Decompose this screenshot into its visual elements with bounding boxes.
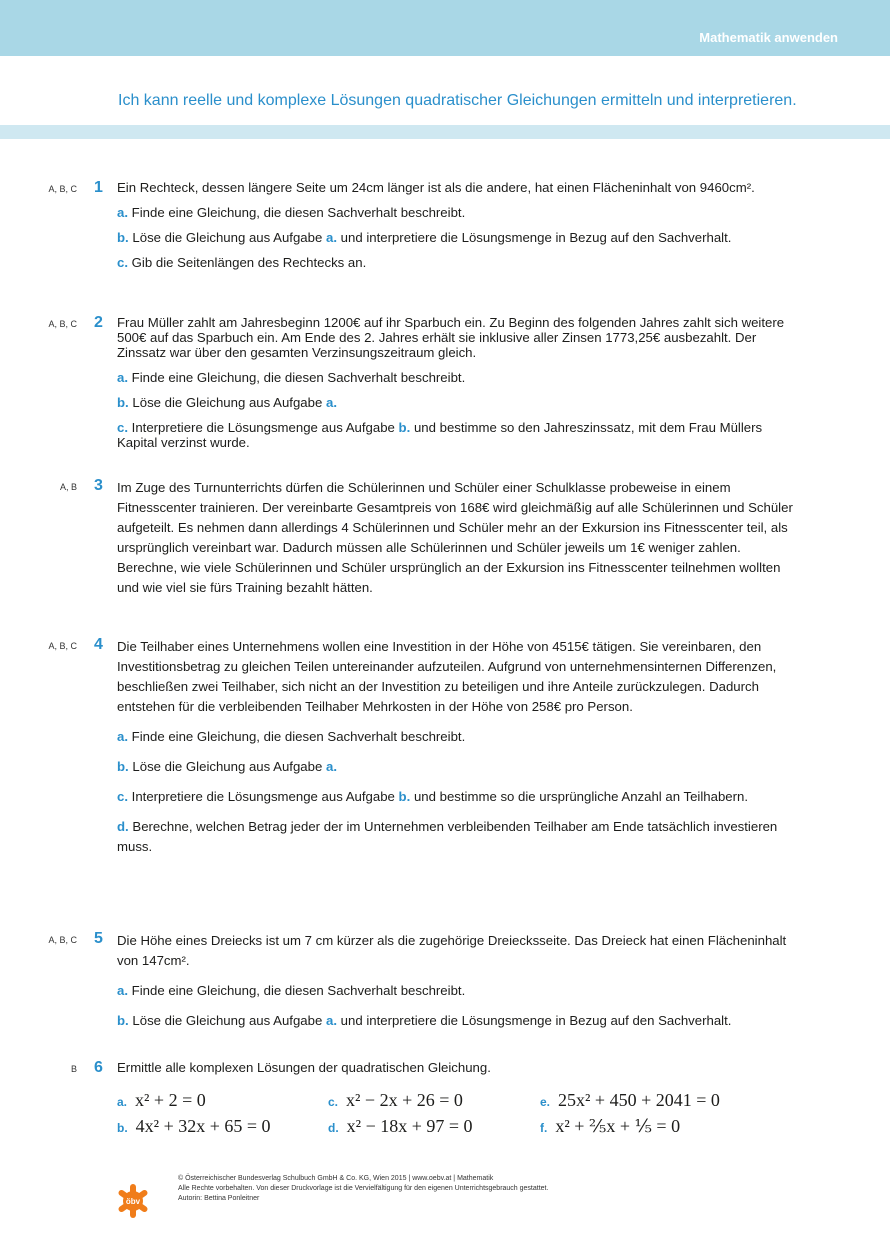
footer-copyright: © Österreichischer Bundesverlag Schulbuch GmbH & Co. KG, Wien 2015 | www.oebv.at | Mathematik xyxy=(178,1175,494,1182)
subtask-a: a. Finde eine Gleichung, die diesen Sachverhalt beschreibt. xyxy=(117,370,466,385)
page-title: Ich kann reelle und komplexe Lösungen quadratischer Gleichungen ermitteln und interpretieren. xyxy=(118,92,797,109)
task-body xyxy=(117,931,797,1031)
header-band xyxy=(0,0,890,56)
header-label: Mathematik anwenden xyxy=(699,30,838,45)
task-tag: A, B, C xyxy=(48,935,77,945)
logo-text: öbv xyxy=(125,1197,141,1206)
task-number: 1 xyxy=(94,179,103,196)
task-body xyxy=(117,1060,797,1075)
task-number: 3 xyxy=(94,477,103,494)
task-number: 4 xyxy=(94,636,103,653)
task-tag: A, B, C xyxy=(48,641,77,651)
equation-a: a. x² + 2 = 0 xyxy=(117,1090,206,1110)
subtask-b: b. Löse die Gleichung aus Aufgabe a. und interpretiere die Lösungsmenge in Bezug auf den Sachverhalt. xyxy=(117,1013,732,1028)
task-body xyxy=(117,637,797,857)
footer-rights: Alle Rechte vorbehalten. Von dieser Druckvorlage ist die Vervielfältigung für den eigenen Unterrichtsgebrauch gestattet. xyxy=(178,1185,549,1192)
subtask-a: a. Finde eine Gleichung, die diesen Sachverhalt beschreibt. xyxy=(117,729,466,744)
task-body xyxy=(117,478,797,598)
subtask-c: c. Interpretiere die Lösungsmenge aus Aufgabe b. und bestimme so den Jahreszinssatz, mit dem Frau Müllers Kapital verzinst wurde. xyxy=(117,420,763,450)
subtask-b: b. Löse die Gleichung aus Aufgabe a. xyxy=(117,759,337,774)
subtask-c: c. Gib die Seitenlängen des Rechtecks an. xyxy=(117,255,367,270)
subtask-b: b. Löse die Gleichung aus Aufgabe a. und interpretiere die Lösungsmenge in Bezug auf den Sachverhalt. xyxy=(117,230,732,245)
equation-b: b. 4x² + 32x + 65 = 0 xyxy=(117,1116,271,1136)
task-body xyxy=(117,315,797,450)
task-number: 2 xyxy=(94,314,103,331)
task-number: 6 xyxy=(94,1059,103,1076)
footer-author: Autorin: Bettina Ponleitner xyxy=(178,1195,260,1202)
task-text: Ermittle alle komplexen Lösungen der quadratischen Gleichung. xyxy=(117,1060,491,1075)
task-text: Im Zuge des Turnunterrichts dürfen die Schülerinnen und Schüler einer Schulklasse probeweise in einem Fitnesscenter trainieren. Der vereinbarte Gesamtpreis von 168€ wird gleichmäßig auf alle Schülerinnen und Schüler aufgeteilt. Es nehmen dann allerdings 4 Schülerinnen und Schüler mehr an der Exkursion ins Fitnesscenter teil, als ursprünglich vereinbart war. Dadurch müssen alle Schülerinnen und Schüler jeweils um 1€ weniger zahlen. xyxy=(117,480,793,555)
task-number: 5 xyxy=(94,930,103,947)
task-text: Ein Rechteck, dessen längere Seite um 24cm länger ist als die andere, hat einen Flächeninhalt von 9460cm². xyxy=(117,180,755,195)
footer xyxy=(178,1174,548,1204)
task-tag: A, B, C xyxy=(48,184,77,194)
task-tag: A, B xyxy=(59,482,77,492)
equation-c: c. x² − 2x + 26 = 0 xyxy=(328,1090,463,1110)
task-text-2: Berechne, wie viele Schülerinnen und Schüler ursprünglich an der Exkursion ins Fitnesscenter teilnehmen wollten und wie viel sie fürs Training bezahlt hätten. xyxy=(117,560,781,595)
equation-f: f. x² + ⅖x + ⅕ = 0 xyxy=(540,1116,681,1136)
task-tag: B xyxy=(70,1064,77,1074)
task-text: Die Höhe eines Dreiecks ist um 7 cm kürzer als die zugehörige Dreiecksseite. Das Dreieck hat einen Flächeninhalt von 147cm². xyxy=(117,933,787,968)
oebv-logo xyxy=(114,1182,152,1220)
task-body xyxy=(117,180,797,270)
subtask-a: a. Finde eine Gleichung, die diesen Sachverhalt beschreibt. xyxy=(117,983,466,998)
task-tag: A, B, C xyxy=(48,319,77,329)
subtask-c: c. Interpretiere die Lösungsmenge aus Aufgabe b. und bestimme so die ursprüngliche Anzahl an Teilhabern. xyxy=(117,789,748,804)
header-divider xyxy=(0,125,890,139)
subtask-b: b. Löse die Gleichung aus Aufgabe a. xyxy=(117,395,337,410)
task-text: Frau Müller zahlt am Jahresbeginn 1200€ auf ihr Sparbuch ein. Zu Beginn des folgenden Jahres zahlt sich weitere 500€ auf das Sparbuch ein. Am Ende des 2. Jahres erhält sie inklusive aller Zinsen 1773,25€ ausbezahlt. Der Zinssatz war über den gesamten Verzinsungszeitraum gleich. xyxy=(117,315,785,360)
equation-e: e. 25x² + 450 + 2041 = 0 xyxy=(540,1090,720,1110)
subtask-d: d. Berechne, welchen Betrag jeder der im Unternehmen verbleibenden Teilhaber am Ende tatsächlich investieren muss. xyxy=(117,819,778,854)
subtask-a: a. Finde eine Gleichung, die diesen Sachverhalt beschreibt. xyxy=(117,205,466,220)
equation-d: d. x² − 18x + 97 = 0 xyxy=(328,1116,473,1136)
task-text: Die Teilhaber eines Unternehmens wollen eine Investition in der Höhe von 4515€ tätigen. Sie vereinbaren, den Investitionsbetrag zu gleichen Teilen untereinander aufzuteilen. Aufgrund von unternehmensinternen Differenzen, beschließen zwei Teilhaber, sich nicht an der Investition zu beteiligen und ihre Anteile zurückzulegen. Dadurch entstehen für die verbleibenden Teilhaber Mehrkosten in der Höhe von 258€ pro Person. xyxy=(117,639,777,714)
